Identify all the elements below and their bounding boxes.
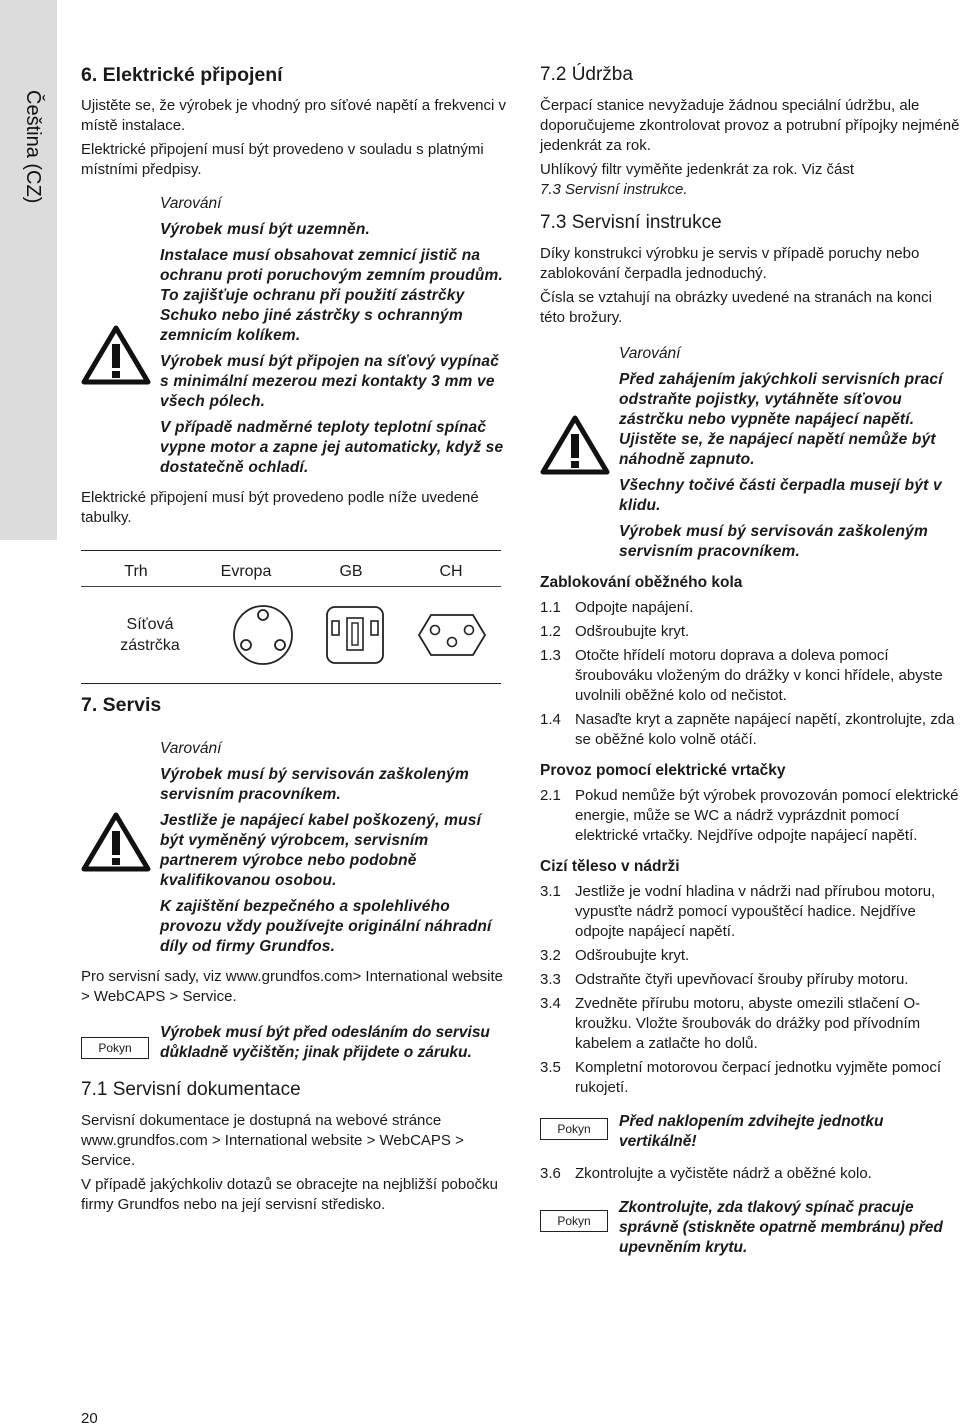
step-item	[540, 1058, 960, 1098]
note-block-cleaning	[81, 1023, 506, 1063]
step-item	[540, 622, 960, 642]
step-text: Odpojte napájení.	[575, 598, 694, 616]
warning-line: Všechny točivé části čerpadla musejí být v klidu.	[619, 476, 942, 514]
section-7-1-paragraph-2: V případě jakýchkoliv dotazů se obracejte na nejbližší pobočku firmy Grundfos nebo na její servisní středisko.	[81, 1175, 498, 1213]
subheading-impeller-blocked: Zablokování oběžného kola	[540, 573, 743, 591]
step-text: Otočte hřídelí motoru doprava a doleva pomocí šroubováku vloženým do drážky v konci hřídele, abyste uvolnili oběžné kolo od nečistot.	[575, 646, 943, 704]
language-label: Čeština (CZ)	[22, 90, 44, 204]
note-block-vertical	[540, 1112, 960, 1152]
step-number: 1.4	[540, 710, 561, 728]
note-tag: Pokyn	[81, 1037, 149, 1059]
warning-line: K zajištění bezpečného a spolehlivého provozu vždy používejte originální náhradní díly od firmy Grundfos.	[160, 897, 492, 955]
ch-plug-cell	[404, 610, 501, 660]
warning-line: Výrobek musí bý servisován zaškoleným servisním pracovníkem.	[619, 522, 928, 560]
note-tag: Pokyn	[540, 1210, 608, 1232]
step-text: Odstraňte čtyři upevňovací šrouby příruby motoru.	[575, 970, 909, 988]
section-7-1-paragraph-1: Servisní dokumentace je dostupná na webové stránce www.grundfos.com > International website > WebCAPS > Service.	[81, 1111, 464, 1169]
header-gb: GB	[339, 562, 363, 580]
step-number: 1.1	[540, 598, 561, 616]
section-6-title: 6. Elektrické připojení	[81, 64, 283, 86]
step-item	[540, 882, 960, 942]
step-number: 1.2	[540, 622, 561, 640]
warning-title: Varování	[160, 195, 222, 213]
header-ch: CH	[439, 562, 463, 580]
step-number: 3.2	[540, 946, 561, 964]
section-reference: 7.3 Servisní instrukce.	[540, 180, 688, 198]
section-6-paragraph-1: Ujistěte se, že výrobek je vhodný pro síťové napětí a frekvenci v místě instalace.	[81, 97, 507, 135]
step-number: 2.1	[540, 786, 561, 804]
warning-line: Výrobek musí být připojen na síťový vypínač s minimální mezerou mezi kontakty 3 mm ve všech pólech.	[160, 353, 500, 411]
plug-table-row	[81, 587, 501, 683]
left-column	[81, 64, 506, 1219]
warning-line: V případě nadměrné teploty teplotní spínač vypne motor a zapne jej automaticky, když se dostatečně ochladí.	[160, 419, 504, 477]
warning-line: Instalace musí obsahovat zemnicí jistič na ochranu proti poruchovým zemním proudům. To zajišťuje ochranu při použití zástrčky Schuko nebo jiné zástrčky s ochranným zemnicím kolíkem.	[160, 247, 503, 345]
step-text: Odšroubujte kryt.	[575, 622, 690, 640]
step-item	[540, 994, 960, 1054]
warning-block-service-instructions	[540, 344, 960, 562]
step-item	[540, 946, 960, 966]
step-item	[540, 1164, 960, 1184]
warning-title: Varování	[160, 739, 222, 757]
step-item	[540, 970, 960, 990]
section-7-3-paragraph-2: Čísla se vztahují na obrázky uvedené na stranách na konci této brožury.	[540, 288, 932, 326]
header-market: Trh	[124, 562, 148, 580]
gb-socket-icon	[323, 603, 387, 667]
note-text: Před naklopením zdvihejte jednotku vertikálně!	[619, 1112, 884, 1150]
gb-plug-cell	[307, 603, 404, 667]
step-item	[540, 598, 960, 618]
section-7-3-title: 7.3 Servisní instrukce	[540, 211, 722, 233]
section-7-title: 7. Servis	[81, 694, 162, 717]
warning-line: Jestliže je napájecí kabel poškozený, musí být vyměněný výrobcem, servisním partnerem výrobce nebo podobně kvalifikovanou osobou.	[160, 811, 482, 889]
warning-triangle-icon	[81, 324, 151, 386]
warning-block-grounding	[81, 194, 506, 478]
section-6-paragraph-3: Elektrické připojení musí být provedeno podle níže uvedené tabulky.	[81, 489, 479, 527]
step-text: Kompletní motorovou čerpací jednotku vyjměte pomocí rukojetí.	[575, 1058, 942, 1096]
step-item	[540, 710, 960, 750]
step-item	[540, 786, 960, 846]
plug-table	[81, 550, 501, 684]
step-number: 3.3	[540, 970, 561, 988]
step-text: Zkontrolujte a vyčistěte nádrž a oběžné kolo.	[575, 1164, 872, 1182]
header-europe: Evropa	[220, 562, 272, 580]
row-label-mains-plug: Síťová zástrčka	[120, 616, 180, 655]
section-7-2-paragraph-2	[540, 160, 960, 200]
step-number: 3.6	[540, 1164, 561, 1182]
page-number: 20	[81, 1410, 98, 1427]
step-text: Jestliže je vodní hladina v nádrži nad přírubou motoru, vypusťte nádrž pomocí vypouštěcí hadice. Nejdříve odpojte napájecí napětí.	[575, 882, 936, 940]
warning-line: Výrobek musí být uzemněn.	[160, 221, 370, 239]
step-number: 3.1	[540, 882, 561, 900]
step-text: Zvedněte přírubu motoru, abyste omezili stlačení O-kroužku. Vložte šroubovák do drážky pod přívodním kabelem a zatlačte ho dolů.	[575, 994, 921, 1052]
section-7-3-paragraph-1: Díky konstrukci výrobku je servis v případě poruchy nebo zablokování čerpadla jednoduchý.	[540, 244, 920, 282]
step-item	[540, 646, 960, 706]
plug-table-header	[81, 557, 501, 587]
language-side-tab	[0, 0, 57, 540]
warning-line: Před zahájením jakýchkoli servisních prací odstraňte pojistky, vytáhněte síťovou zástrčku nebo vypněte napájecí napětí. Ujistěte se, že napájecí napětí nemůže být náhodně zapnuto.	[619, 370, 943, 468]
section-7-2-title: 7.2 Údržba	[540, 64, 633, 85]
europe-socket-icon	[231, 603, 295, 667]
right-column	[540, 64, 960, 1270]
ch-socket-icon	[417, 610, 487, 660]
warning-block-service	[81, 739, 506, 957]
subheading-foreign-body: Cizí těleso v nádrži	[540, 857, 680, 875]
step-text: Nasaďte kryt a zapněte napájecí napětí, zkontrolujte, zda se oběžné kolo volně otáčí.	[575, 710, 955, 748]
warning-title: Varování	[619, 344, 681, 362]
note-tag: Pokyn	[540, 1118, 608, 1140]
warning-triangle-icon	[81, 811, 151, 873]
step-number: 3.5	[540, 1058, 561, 1076]
note-text: Zkontrolujte, zda tlakový spínač pracuje správně (stiskněte opatrně membránu) před upevněním krytu.	[619, 1198, 943, 1256]
step-text: Pokud nemůže být výrobek provozován pomocí elektrické energie, může se WC a nádrž vyprázdnit pomocí elektrické vrtačky. Nejdříve odpojte napájecí napětí.	[575, 786, 959, 844]
step-number: 1.3	[540, 646, 561, 664]
service-kits-paragraph: Pro servisní sady, viz www.grundfos.com> International website > WebCAPS > Service.	[81, 967, 503, 1005]
subheading-electric-drill: Provoz pomocí elektrické vrtačky	[540, 761, 786, 779]
step-number: 3.4	[540, 994, 561, 1012]
step-text: Odšroubujte kryt.	[575, 946, 690, 964]
europe-plug-cell	[219, 603, 307, 667]
filter-text: Uhlíkový filtr vyměňte jedenkrát za rok. Viz část	[540, 160, 855, 178]
section-7-1-title: 7.1 Servisní dokumentace	[81, 1078, 301, 1100]
warning-line: Výrobek musí bý servisován zaškoleným servisním pracovníkem.	[160, 765, 469, 803]
warning-triangle-icon	[540, 414, 610, 476]
note-text: Výrobek musí být před odesláním do servisu důkladně vyčištěn; jinak přijdete o záruku.	[160, 1023, 490, 1061]
section-6-paragraph-2: Elektrické připojení musí být provedeno v souladu s platnými místními předpisy.	[81, 141, 484, 179]
note-block-pressure-switch	[540, 1198, 960, 1258]
section-7-2-paragraph-1: Čerpací stanice nevyžaduje žádnou speciální údržbu, ale doporučujeme zkontrolovat provoz a potrubní přípojky nejméně jedenkrát za rok.	[540, 96, 960, 154]
